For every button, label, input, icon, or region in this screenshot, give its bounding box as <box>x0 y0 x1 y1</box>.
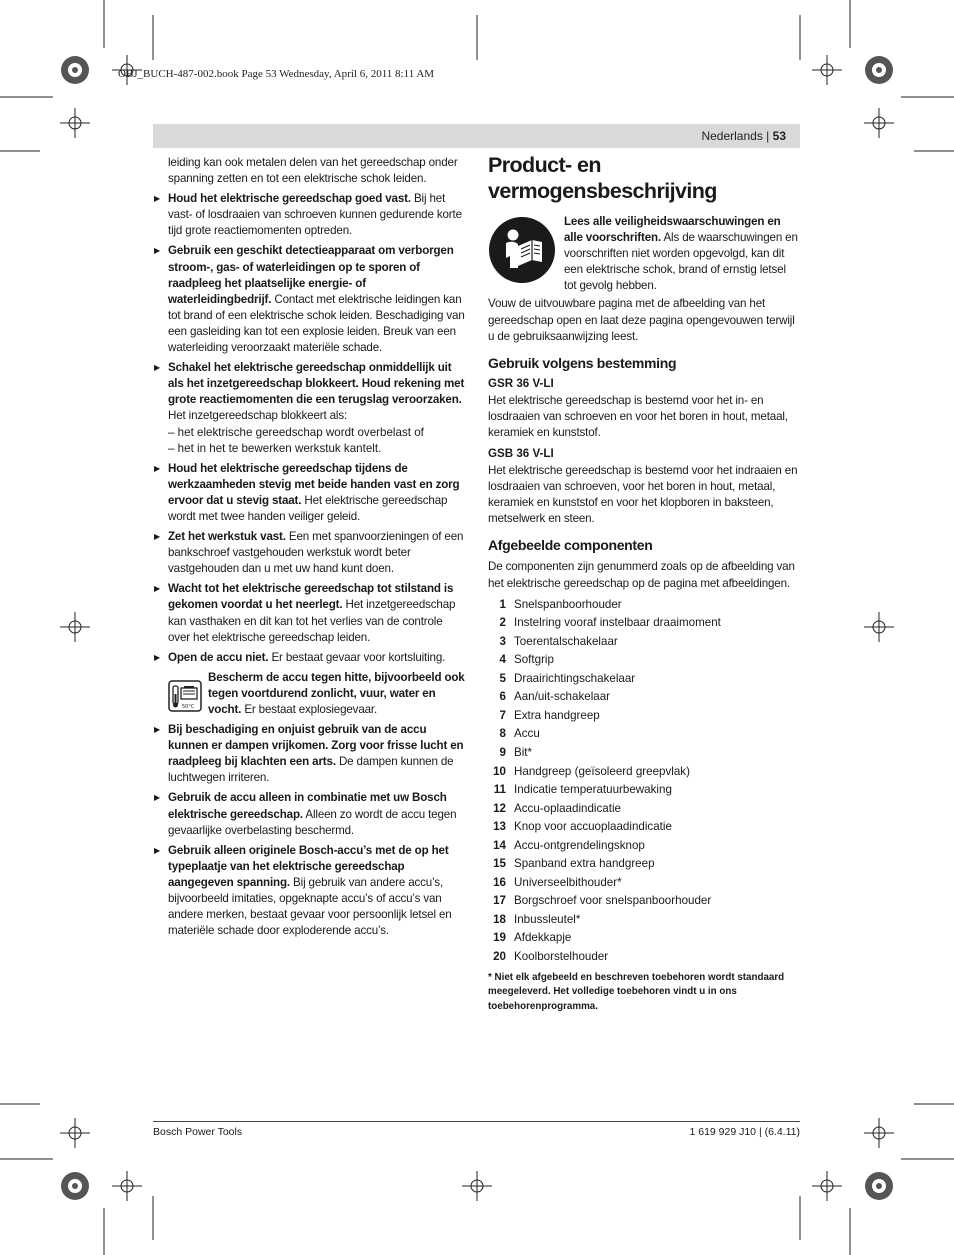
dash-item: – het in het te bewerken werkstuk kantelt. <box>168 441 382 455</box>
safety-bullet <box>153 581 465 645</box>
bullet-text: Bij gebruik van andere accu’s, bijvoorbeeld imitaties, opgeknapte accu’s of accu’s van andere merken, bestaat gevaar voor persoonlijk letsel en materiële schade door exploderende accu’s. <box>168 875 452 938</box>
list-item <box>488 670 801 689</box>
section-heading-components: Afgebeelde componenten <box>488 537 653 554</box>
safety-bullet <box>153 360 465 424</box>
accu-heat-warning <box>153 670 465 718</box>
crosshair-mark <box>864 108 894 138</box>
accu-warning-text <box>208 670 465 718</box>
bullet-bold: Houd het elektrische gereedschap tijdens de werkzaamheden stevig met beide handen vast en zorg ervoor dat u stevig staat. <box>168 461 460 507</box>
bullet-bold: Bescherm de accu tegen hitte, bijvoorbeeld ook tegen voortdurend zonlicht, vuur, water en vocht. <box>208 670 465 716</box>
model-description: Het elektrische gereedschap is bestemd voor het indraaien en losdraaien van schroeven, voor het boren in hout, metaal, keramiek en kunststof en voor het klopboren in baksteen, metselwerk en steen. <box>488 464 798 526</box>
item-number: 5 <box>499 671 506 685</box>
list-item <box>488 781 801 800</box>
bullet-text: Alleen zo wordt de accu tegen gevaarlijke overbelasting beschermd. <box>168 807 457 837</box>
list-item <box>488 874 801 893</box>
item-number: 12 <box>493 801 506 815</box>
safety-bullet <box>153 461 465 525</box>
warning-text: Als de waarschuwingen en voorschriften niet worden opgevolgd, kan dit een elektrische schok, brand of ernstig letsel tot gevolg hebben. <box>564 231 798 293</box>
item-number: 19 <box>493 931 506 945</box>
crosshair-mark <box>812 55 842 85</box>
list-item <box>488 911 801 930</box>
item-label: Inbussleutel* <box>514 912 581 926</box>
item-label: Accu-oplaadindicatie <box>514 801 621 815</box>
bullet-bold: Open de accu niet. <box>168 650 269 664</box>
item-label: Indicatie temperatuurbewaking <box>514 783 672 797</box>
dash-item-text: het in het te bewerken werkstuk kantelt. <box>177 441 382 455</box>
item-label: Handgreep (geïsoleerd greepvlak) <box>514 764 690 778</box>
item-number: 2 <box>499 616 506 630</box>
bullet-text: Een met spanvoorzieningen of een bankschroef vastgehouden werkstuk wordt beter vastgehouden dan u met uw hand kunt doen. <box>168 530 464 576</box>
item-label: Toerentalschakelaar <box>514 634 618 648</box>
bullet-text: Het elektrische gereedschap wordt met twee handen veiliger geleid. <box>168 493 448 523</box>
item-number: 13 <box>493 820 506 834</box>
list-item <box>488 929 801 948</box>
item-number: 10 <box>493 764 506 778</box>
list-item <box>488 688 801 707</box>
item-number: 6 <box>499 690 506 704</box>
list-item <box>488 800 801 819</box>
bullet-bold: Gebruik alleen originele Bosch-accu’s met de op het typeplaatje van het elektrische gereedschap aangegeven spanning. <box>168 843 449 889</box>
dash-item: – het elektrische gereedschap wordt overbelast of <box>168 425 424 439</box>
bullet-text: Er bestaat gevaar voor kortsluiting. <box>268 650 446 664</box>
item-number: 9 <box>499 745 506 759</box>
warning-paragraph <box>564 214 801 294</box>
item-number: 3 <box>499 634 506 648</box>
bullet-bold: Wacht tot het elektrische gereedschap tot stilstand is gekomen voordat u het neerlegt. <box>168 582 454 612</box>
bullet-bold: Bij beschadiging en onjuist gebruik van de accu kunnen er dampen vrijkomen. Zorg voor frisse lucht en raadpleeg bij klachten een arts. <box>168 723 464 769</box>
page-header <box>153 124 800 148</box>
list-item <box>488 707 801 726</box>
model-description: Het elektrische gereedschap is bestemd voor het in- en losdraaien van schroeven en voor het boren in hout, metaal, keramiek en kunststof. <box>488 393 788 439</box>
section-heading-use: Gebruik volgens bestemming <box>488 354 677 371</box>
footer-doc-number: 1 619 929 J10 | (6.4.11) <box>689 1126 800 1138</box>
crosshair-mark <box>60 108 90 138</box>
list-item <box>488 948 801 967</box>
crosshair-mark <box>864 612 894 642</box>
item-number: 15 <box>493 857 506 871</box>
safety-bullet <box>153 191 465 239</box>
bullet-text: Het inzetgereedschap kan vasthaken en dit kan tot het verlies van de controle over het elektrische gereedschap leiden. <box>168 598 456 644</box>
item-label: Accu <box>514 727 540 741</box>
header-text <box>701 129 786 143</box>
bullet-bold: Houd het elektrische gereedschap goed vast. <box>168 192 411 206</box>
components-list <box>488 596 801 967</box>
page-number: 53 <box>772 129 786 143</box>
read-instructions-warning <box>488 214 801 294</box>
crosshair-mark <box>60 1118 90 1148</box>
safety-bullet <box>153 529 465 577</box>
section-title: Product- en vermogensbeschrijving <box>488 153 717 203</box>
star-target-mark <box>61 56 89 84</box>
star-target-mark <box>865 56 893 84</box>
model-heading: GSR 36 V-LI <box>488 376 554 390</box>
item-label: Universeelbithouder* <box>514 875 622 889</box>
list-item <box>488 892 801 911</box>
item-number: 17 <box>493 894 506 908</box>
accu-icon-label: 50°C <box>182 703 195 710</box>
list-item <box>488 818 801 837</box>
components-intro: De componenten zijn genummerd zoals op de afbeelding van het elektrische gereedschap op de pagina met afbeeldingen. <box>488 560 795 590</box>
bullet-text: Bij het vast- of losdraaien van schroeven kunnen gedurende korte tijd grote reactiemomenten optreden. <box>168 192 462 238</box>
footer-brand: Bosch Power Tools <box>153 1126 243 1138</box>
crosshair-mark <box>112 1171 142 1201</box>
list-item <box>488 763 801 782</box>
list-item <box>488 596 801 615</box>
item-label: Instelring vooraf instelbaar draaimoment <box>514 616 721 630</box>
item-label: Aan/uit-schakelaar <box>514 690 611 704</box>
intro-paragraph: leiding kan ook metalen delen van het gereedschap onder spanning zetten en tot een elektrische schok leiden. <box>168 156 458 186</box>
right-column <box>488 152 801 1014</box>
crosshair-mark <box>462 1171 492 1201</box>
item-label: Borgschroef voor snelspanboorhouder <box>514 894 712 908</box>
safety-bullet <box>153 722 465 786</box>
dash-item-text: het elektrische gereedschap wordt overbelast of <box>177 425 424 439</box>
accessories-footnote: * Niet elk afgebeeld en beschreven toebehoren wordt standaard meegeleverd. Het volledige toebehoren vindt u in ons toebehorenprogramma. <box>488 971 785 1012</box>
item-number: 14 <box>493 838 506 852</box>
bullet-bold: Schakel het elektrische gereedschap onmiddellijk uit als het inzetgereedschap blokkeert. Houd rekening met grote reactiemomenten die een terugslag veroorzaken. <box>168 361 465 407</box>
safety-bullet <box>153 650 465 666</box>
crosshair-mark <box>60 612 90 642</box>
list-item <box>488 614 801 633</box>
item-label: Afdekkapje <box>514 931 572 945</box>
star-target-mark <box>865 1172 893 1200</box>
item-label: Spanband extra handgreep <box>514 857 655 871</box>
warning-bold: Lees alle veiligheidswaarschuwingen en alle voorschriften. <box>564 215 781 245</box>
star-target-mark <box>61 1172 89 1200</box>
item-label: Snelspanboorhouder <box>514 597 622 611</box>
item-number: 18 <box>493 912 506 926</box>
item-number: 1 <box>499 597 506 611</box>
header-separator: | <box>766 129 770 143</box>
item-number: 20 <box>493 949 506 963</box>
item-number: 7 <box>499 708 506 722</box>
bullet-text: Contact met elektrische leidingen kan tot brand of een elektrische schok leiden. Beschadiging van een gasleiding kan tot een explosie leiden. Breuk van een waterleiding veroorzaakt materiële schade. <box>168 292 465 355</box>
item-label: Draairichtingschakelaar <box>514 671 636 685</box>
print-slug: OBJ_BUCH-487-002.book Page 53 Wednesday, April 6, 2011 8:11 AM <box>118 68 435 80</box>
bullet-text: Er bestaat explosiegevaar. <box>241 703 378 716</box>
item-number: 16 <box>493 875 506 889</box>
safety-bullet <box>153 243 465 356</box>
crosshair-mark <box>864 1118 894 1148</box>
list-item <box>488 633 801 652</box>
bullet-text: De dampen kunnen de luchtwegen irriteren. <box>168 755 454 785</box>
bullet-bold: Zet het werkstuk vast. <box>168 530 286 544</box>
list-item <box>488 837 801 856</box>
read-manual-icon <box>488 216 556 284</box>
item-label: Bit* <box>514 745 533 759</box>
safety-bullet <box>153 790 465 838</box>
bullet-bold: Gebruik een geschikt detectieapparaat om verborgen stroom-, gas- of waterleidingen op te sporen of raadpleeg het plaatselijke energie- of waterleidingbedrijf. <box>168 244 454 306</box>
safety-bullet <box>153 843 465 940</box>
list-item <box>488 651 801 670</box>
item-number: 4 <box>499 653 506 667</box>
item-label: Accu-ontgrendelingsknop <box>514 838 645 852</box>
item-label: Knop voor accuoplaadindicatie <box>514 820 672 834</box>
item-label: Koolborstelhouder <box>514 949 609 963</box>
battery-heat-icon <box>168 680 202 712</box>
item-number: 11 <box>493 783 506 797</box>
model-heading: GSB 36 V-LI <box>488 447 554 461</box>
bullet-text: Het inzetgereedschap blokkeert als: <box>168 409 348 423</box>
header-language: Nederlands <box>701 129 763 143</box>
list-item <box>488 725 801 744</box>
item-number: 8 <box>499 727 506 741</box>
list-item <box>488 855 801 874</box>
crosshair-mark <box>812 1171 842 1201</box>
footer-divider <box>153 1121 800 1122</box>
fold-out-paragraph: Vouw de uitvouwbare pagina met de afbeelding van het gereedschap open en laat deze pagina opengevouwen terwijl u de gebruiksaanwijzing leest. <box>488 297 795 343</box>
list-item <box>488 744 801 763</box>
left-column <box>153 155 465 943</box>
item-label: Softgrip <box>514 653 554 667</box>
item-label: Extra handgreep <box>514 708 600 722</box>
bullet-bold: Gebruik de accu alleen in combinatie met uw Bosch elektrische gereedschap. <box>168 791 447 821</box>
